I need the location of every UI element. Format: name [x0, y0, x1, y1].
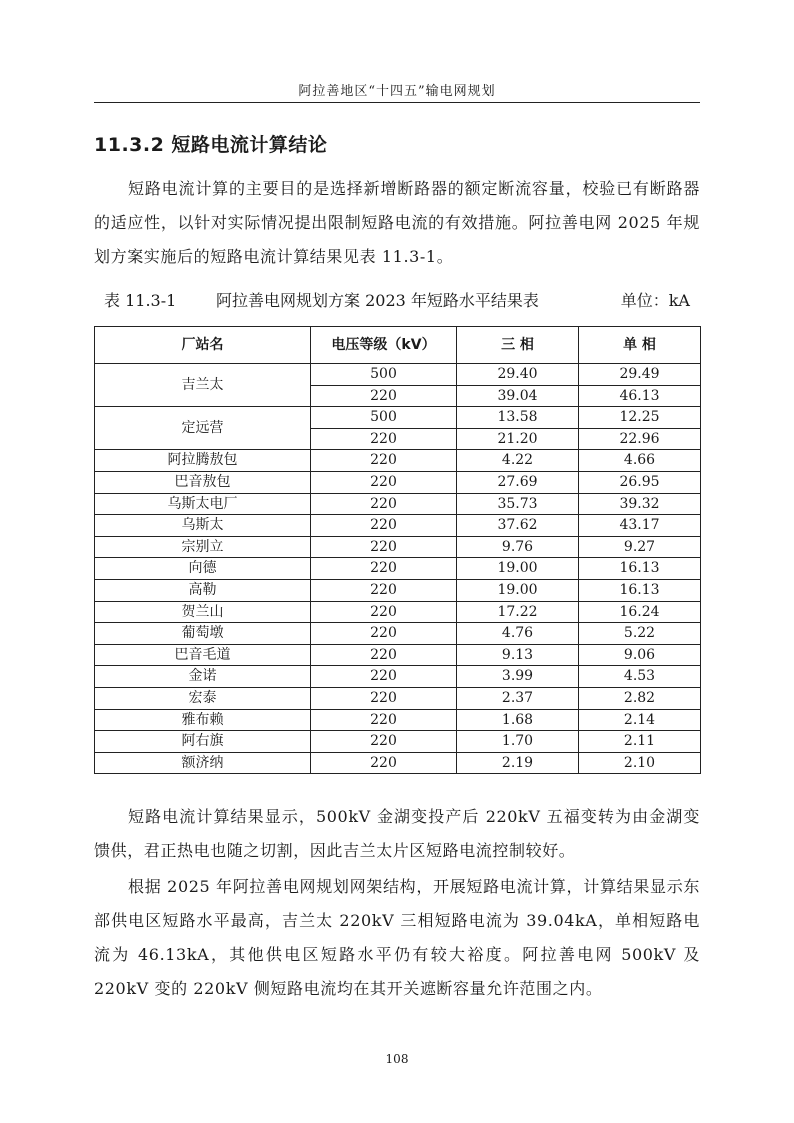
station-cell: 定远营 — [95, 407, 311, 450]
result-paragraph-1: 短路电流计算结果显示，500kV 金湖变投产后 220kV 五福变转为由金湖变馈供，君正热电也随之切割，因此吉兰太片区短路电流控制较好。 — [94, 807, 700, 860]
three-phase-cell: 27.69 — [457, 471, 579, 493]
voltage-cell: 220 — [311, 752, 457, 774]
three-phase-cell: 1.70 — [457, 731, 579, 753]
header-three-phase: 三 相 — [457, 327, 579, 364]
voltage-cell: 220 — [311, 687, 457, 709]
single-phase-cell: 2.82 — [579, 687, 701, 709]
single-phase-cell: 9.06 — [579, 644, 701, 666]
single-phase-cell: 12.25 — [579, 407, 701, 429]
page-header: 阿拉善地区“十四五”输电网规划 — [298, 84, 496, 99]
voltage-cell: 220 — [311, 428, 457, 450]
header-single-phase: 单 相 — [579, 327, 701, 364]
table-row — [95, 666, 701, 688]
station-cell: 乌斯太 — [95, 515, 311, 537]
three-phase-cell: 2.37 — [457, 687, 579, 709]
table-caption-title: 阿拉善电网规划方案 2023 年短路水平结果表 — [216, 291, 539, 310]
voltage-cell: 220 — [311, 731, 457, 753]
table-row — [95, 709, 701, 731]
table-row — [95, 623, 701, 645]
single-phase-cell: 26.95 — [579, 471, 701, 493]
table-header-row — [95, 327, 701, 364]
table-row — [95, 644, 701, 666]
station-cell: 宏泰 — [95, 687, 311, 709]
station-cell: 阿右旗 — [95, 731, 311, 753]
section-title: 11.3.2 短路电流计算结论 — [94, 134, 328, 156]
three-phase-cell: 37.62 — [457, 515, 579, 537]
header-station: 厂站名 — [95, 327, 311, 364]
page-number: 108 — [385, 1052, 409, 1066]
single-phase-cell: 22.96 — [579, 428, 701, 450]
single-phase-cell: 4.66 — [579, 450, 701, 472]
intro-paragraph: 短路电流计算的主要目的是选择新增断路器的额定断流容量，校验已有断路器的适应性，以针对实际情况提出限制短路电流的有效措施。阿拉善电网 2025 年规划方案实施后的短路电流计算结果见表 11.3-1。 — [94, 179, 700, 266]
three-phase-cell: 9.13 — [457, 644, 579, 666]
voltage-cell: 220 — [311, 709, 457, 731]
single-phase-cell: 43.17 — [579, 515, 701, 537]
table-row — [95, 364, 701, 386]
three-phase-cell: 2.19 — [457, 752, 579, 774]
table-row — [95, 752, 701, 774]
station-cell: 贺兰山 — [95, 601, 311, 623]
three-phase-cell: 17.22 — [457, 601, 579, 623]
single-phase-cell: 16.13 — [579, 558, 701, 580]
station-cell: 巴音敖包 — [95, 471, 311, 493]
single-phase-cell: 16.24 — [579, 601, 701, 623]
voltage-cell: 220 — [311, 666, 457, 688]
three-phase-cell: 1.68 — [457, 709, 579, 731]
table-row — [95, 687, 701, 709]
station-cell: 金诺 — [95, 666, 311, 688]
table-row — [95, 450, 701, 472]
station-cell: 宗别立 — [95, 536, 311, 558]
table-row — [95, 579, 701, 601]
voltage-cell: 220 — [311, 450, 457, 472]
table-row — [95, 515, 701, 537]
table-row — [95, 493, 701, 515]
three-phase-cell: 9.76 — [457, 536, 579, 558]
table-row — [95, 558, 701, 580]
three-phase-cell: 4.22 — [457, 450, 579, 472]
station-cell: 葡萄墩 — [95, 623, 311, 645]
voltage-cell: 220 — [311, 493, 457, 515]
voltage-cell: 220 — [311, 601, 457, 623]
voltage-cell: 500 — [311, 407, 457, 429]
single-phase-cell: 2.10 — [579, 752, 701, 774]
voltage-cell: 220 — [311, 536, 457, 558]
voltage-cell: 220 — [311, 515, 457, 537]
three-phase-cell: 3.99 — [457, 666, 579, 688]
voltage-cell: 220 — [311, 579, 457, 601]
single-phase-cell: 5.22 — [579, 623, 701, 645]
voltage-cell: 500 — [311, 364, 457, 386]
station-cell: 额济纳 — [95, 752, 311, 774]
single-phase-cell: 29.49 — [579, 364, 701, 386]
three-phase-cell: 39.04 — [457, 385, 579, 407]
three-phase-cell: 35.73 — [457, 493, 579, 515]
single-phase-cell: 9.27 — [579, 536, 701, 558]
station-cell: 巴音毛道 — [95, 644, 311, 666]
table-row — [95, 471, 701, 493]
station-cell: 高勒 — [95, 579, 311, 601]
single-phase-cell: 4.53 — [579, 666, 701, 688]
single-phase-cell: 2.11 — [579, 731, 701, 753]
single-phase-cell: 39.32 — [579, 493, 701, 515]
station-cell: 雅布赖 — [95, 709, 311, 731]
single-phase-cell: 16.13 — [579, 579, 701, 601]
three-phase-cell: 29.40 — [457, 364, 579, 386]
table-row — [95, 731, 701, 753]
station-cell: 阿拉腾敖包 — [95, 450, 311, 472]
station-cell: 向德 — [95, 558, 311, 580]
voltage-cell: 220 — [311, 558, 457, 580]
three-phase-cell: 13.58 — [457, 407, 579, 429]
short-circuit-table — [94, 326, 701, 774]
three-phase-cell: 21.20 — [457, 428, 579, 450]
three-phase-cell: 19.00 — [457, 579, 579, 601]
table-row — [95, 601, 701, 623]
three-phase-cell: 4.76 — [457, 623, 579, 645]
station-cell: 乌斯太电厂 — [95, 493, 311, 515]
single-phase-cell: 46.13 — [579, 385, 701, 407]
result-paragraph-2: 根据 2025 年阿拉善电网规划网架结构，开展短路电流计算，计算结果显示东部供电区短路水平最高，吉兰太 220kV 三相短路电流为 39.04kA，单相短路电流为 46.13kA，其他供电区短路水平仍有较大裕度。阿拉善电网 500kV 及 220kV 变的 220kV 侧短路电流均在其开关遮断容量允许范围之内。 — [94, 877, 700, 998]
station-cell: 吉兰太 — [95, 364, 311, 407]
voltage-cell: 220 — [311, 623, 457, 645]
single-phase-cell: 2.14 — [579, 709, 701, 731]
header-divider — [94, 102, 700, 103]
voltage-cell: 220 — [311, 471, 457, 493]
voltage-cell: 220 — [311, 644, 457, 666]
table-body — [95, 364, 701, 774]
table-caption-number: 表 11.3-1 — [104, 291, 177, 310]
header-voltage: 电压等级（kV） — [311, 327, 457, 364]
table-row — [95, 407, 701, 429]
table-row — [95, 536, 701, 558]
three-phase-cell: 19.00 — [457, 558, 579, 580]
voltage-cell: 220 — [311, 385, 457, 407]
table-unit: 单位：kA — [620, 291, 690, 310]
